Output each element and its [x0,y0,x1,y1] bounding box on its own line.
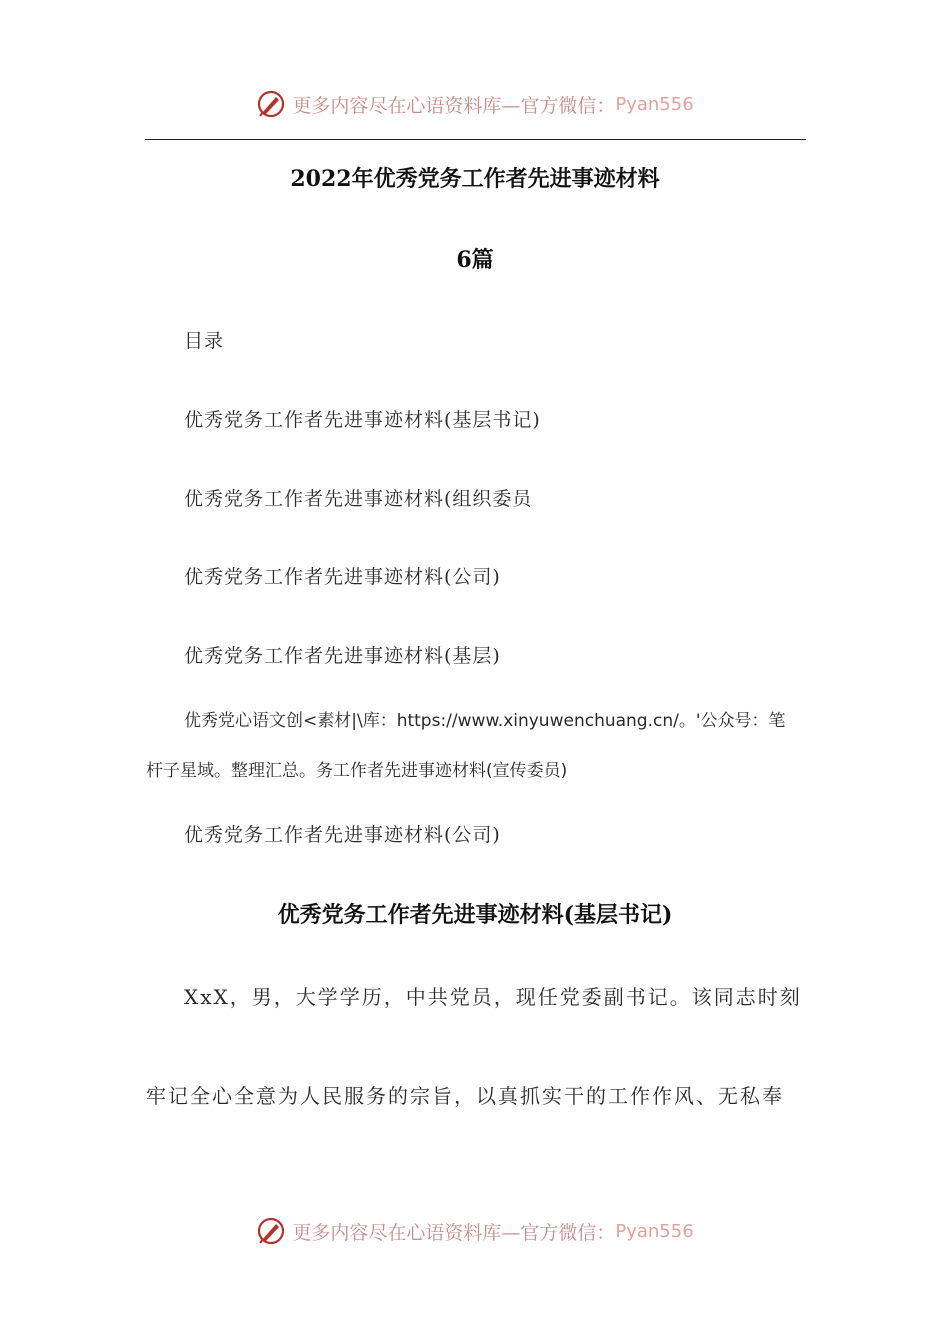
toc-item: 优秀党务工作者先进事迹材料(基层书记) [184,409,541,431]
toc-item: 优秀党务工作者先进事迹材料(公司) [184,566,501,588]
watermark-para-line: 杆子星域。整理汇总。务工作者先进事迹材料(宣传委员) [146,761,568,781]
toc-item: 优秀党务工作者先进事迹材料(公司) [184,824,501,846]
toc-item: 优秀党务工作者先进事迹材料(基层) [184,645,501,667]
footer-banner-text: 更多内容尽在心语资料库—官方微信： [292,1221,616,1244]
header-banner-wechat: Pyan556 [615,93,694,115]
header-divider [145,139,806,140]
toc-heading: 目录 [184,330,225,352]
toc-item: 优秀党务工作者先进事迹材料(组织委员 [184,488,533,510]
document-subtitle: 6篇 [456,247,494,273]
section-heading: 优秀党务工作者先进事迹材料(基层书记) [277,902,673,928]
footer-banner [0,1211,950,1251]
pen-logo-icon [256,1216,286,1246]
watermark-para-line: 优秀党心语文创<素材|\库：https://www.xinyuwenchuang.cn/。'公众号：笔 [184,711,786,731]
footer-banner-wechat: Pyan556 [615,1220,694,1242]
header-banner [0,84,950,124]
header-banner-text: 更多内容尽在心语资料库—官方微信： [292,94,616,117]
pen-logo-icon [256,89,286,119]
body-text-line: 牢记全心全意为人民服务的宗旨，以真抓实干的工作作风、无私奉 [146,1084,784,1108]
document-title: 2022年优秀党务工作者先进事迹材料 [290,166,660,192]
body-text-line: XxX，男，大学学历，中共党员，现任党委副书记。该同志时刻 [184,985,802,1009]
